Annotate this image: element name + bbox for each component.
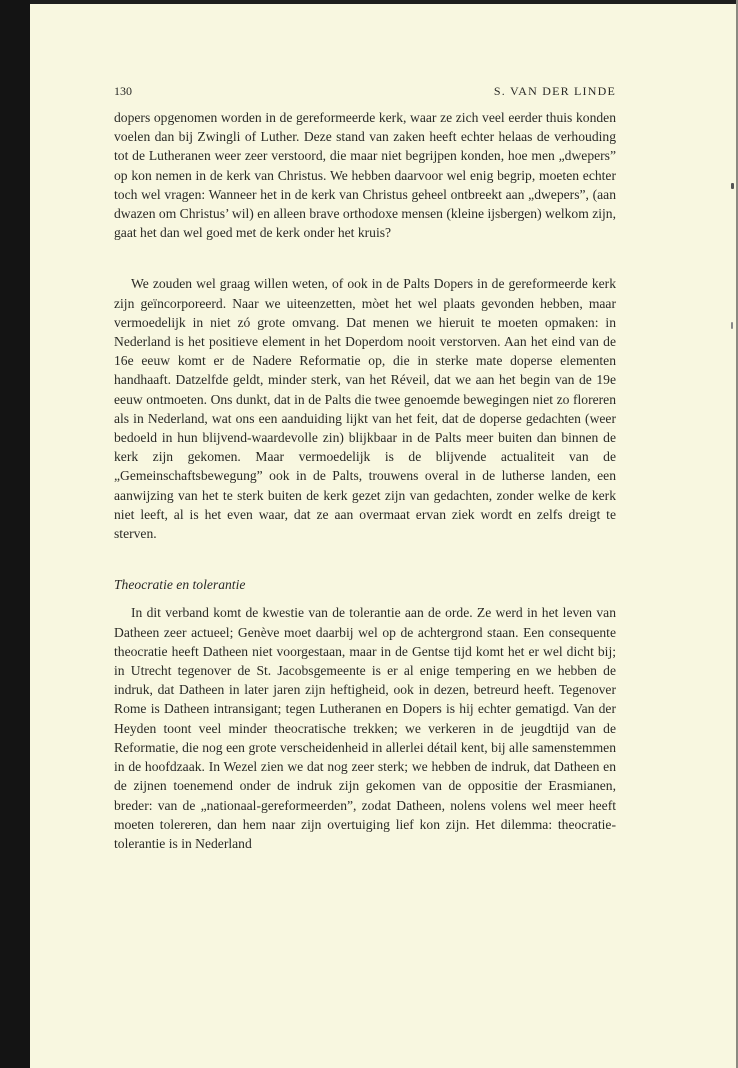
page-number: 130 bbox=[114, 84, 132, 98]
scan-speck bbox=[731, 322, 733, 329]
paragraph-2: We zouden wel graag willen weten, of ook in de Palts Dopers in de gereformeerde kerk zijn geïncorporeerd. Naar we uiteenzetten, mòet het wel plaats gevonden hebben, maar vermoedelijk in niet zó grote omvang. Dat menen we hieruit te moeten opmaken: in Nederland is het positieve element in het Doperdom nooit verstorven. Aan het eind van de 16e eeuw komt er de Nadere Reformatie op, die in sterke mate doperse elementen handhaaft. Datzelfde geldt, minder sterk, van het Réveil, dat we aan het begin van de 19e eeuw ontmoeten. Ons dunkt, dat in de Palts die twee genoemde bewegingen niet zo floreren als in Nederland, wat ons een aanduiding lijkt van het feit, dat de doperse gedachten (weer bedoeld in hun blijvend-waardevolle zin) blijkbaar in de Palts meer buiten dan binnen de kerk zijn gekomen. Maar vermoedelijk is de blijvende actualiteit van de „Gemeinschaftsbewegung” ook in de Palts, trouwens overal in de lutherse landen, een aanwijzing van het te sterk buiten de kerk gezet zijn van gedachten, zonder welke de kerk niet leeft, al is het even waar, dat ze aan overmaat ervan ziek wordt en zelfs dreigt te sterven. bbox=[114, 276, 616, 542]
page-content bbox=[114, 84, 616, 853]
section-heading: Theocratie en tolerantie bbox=[114, 577, 246, 593]
running-title: S. VAN DER LINDE bbox=[493, 84, 616, 98]
paragraph-3: In dit verband komt de kwestie van de tolerantie aan de orde. Ze werd in het leven van Datheen zeer actueel; Genève moet daarbij wel op de achtergrond staan. Een consequente theocratie heeft Datheen niet voorgestaan, maar in de Gentse tijd komt het er wel dicht bij; in Utrecht tegenover de St. Jacobsgemeente is er al enige tempering en we hebben de indruk, dat Datheen in later jaren zijn heftigheid, ook in dezen, betreurd heeft. Tegenover Rome is Datheen intransigant; tegen Lutheranen en Dopers is hij echter gematigd. Van der Heyden toont veel minder theocratische trekken; we verkeren in de jeugdtijd van de Reformatie, die nog een grote verscheidenheid in allerlei détail kent, bij alle samenstemmen in de hoofdzaak. In Wezel zien we dat nog zeer sterk; we hebben de indruk, dat Datheen en de zijnen toenemend onder de indruk zijn gekomen van de oppositie der Erasmianen, breder: van de „nationaal-gereformeerden”, zodat Datheen, nolens volens wel meer heeft moeten tolereren, dan hem naar zijn overtuiging lief kon zijn. Het dilemma: theocratie-tolerantie is in Nederland bbox=[114, 605, 616, 851]
scan-speck bbox=[731, 183, 734, 189]
paragraph-1: dopers opgenomen worden in de gereformeerde kerk, waar ze zich veel eerder thuis konden voelen dan bij Zwingli of Luther. Deze stand van zaken heeft echter helaas de verhouding tot de Lutheranen weer zeer verstoord, die maar niet begrijpen konden, hoe men „dwepers” op kon nemen in de kerk van Christus. We hebben daarvoor wel enig begrip, moeten echter toch wel vragen: Wanneer het in de kerk van Christus geheel ontbreekt aan „dwepers”, (aan dwazen om Christus’ wil) en alleen brave orthodoxe mensen (kleine ijsbergen) welkom zijn, gaat het dan wel goed met de kerk onder het kruis? bbox=[114, 110, 616, 241]
running-head bbox=[114, 84, 616, 108]
scan-border-left bbox=[0, 0, 30, 1068]
scan-border-top bbox=[0, 0, 738, 4]
